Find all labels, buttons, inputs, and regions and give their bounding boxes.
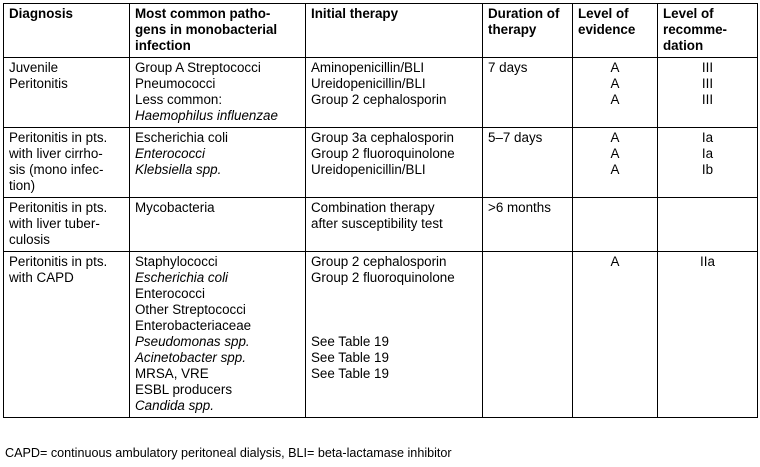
pathogens-cell: Staphylococci Escherichia coli Enterococci Other Streptococci Enterobacteriaceae Pseudomonas spp. Acinetobacter spp. MRSA, VRE ESBL producers Candida spp. — [130, 252, 306, 418]
therapy-cell: Aminopenicillin/BLI Ureidopenicillin/BLI Group 2 cephalosporin — [306, 58, 483, 128]
table-row — [4, 252, 758, 418]
header-therapy: Initial therapy — [306, 4, 483, 58]
duration-cell — [483, 252, 573, 418]
evidence-cell: A — [573, 252, 658, 418]
diagnosis-cell: Peritonitis in pts. with CAPD — [4, 252, 130, 418]
table-row — [4, 128, 758, 198]
pathogens-cell: Group A Streptococci Pneumococci Less common: Haemophilus influenzae — [130, 58, 306, 128]
recommendation-cell: Ia Ia Ib — [658, 128, 758, 198]
spacer — [311, 286, 477, 334]
table-reference: See Table 19 — [311, 350, 389, 365]
diagnosis-cell: Peritonitis in pts. with liver tuber- culosis — [4, 198, 130, 252]
evidence-cell: A A A — [573, 58, 658, 128]
header-row — [4, 4, 758, 58]
therapy-table — [3, 3, 758, 418]
diagnosis-cell: Peritonitis in pts. with liver cirrho- sis (mono infec- tion) — [4, 128, 130, 198]
header-diagnosis: Diagnosis — [4, 4, 130, 58]
pathogens-cell: Escherichia coli Enterococci Klebsiella spp. — [130, 128, 306, 198]
duration-cell: >6 months — [483, 198, 573, 252]
table-reference: See Table 19 — [311, 334, 389, 349]
table-reference: See Table 19 — [311, 366, 389, 381]
duration-cell: 7 days — [483, 58, 573, 128]
recommendation-cell — [658, 198, 758, 252]
table-row — [4, 198, 758, 252]
header-evidence: Level of evidence — [573, 4, 658, 58]
recommendation-cell: IIa — [658, 252, 758, 418]
recommendation-cell: III III III — [658, 58, 758, 128]
evidence-cell — [573, 198, 658, 252]
table-row — [4, 58, 758, 128]
therapy-cell: Combination therapy after susceptibility test — [306, 198, 483, 252]
table-footnote: CAPD= continuous ambulatory peritoneal dialysis, BLI= beta-lactamase inhibitor — [5, 446, 452, 460]
header-duration: Duration of therapy — [483, 4, 573, 58]
pathogens-cell: Mycobacteria — [130, 198, 306, 252]
header-recommendation: Level of recomme- dation — [658, 4, 758, 58]
header-pathogens: Most common patho- gens in monobacterial infection — [130, 4, 306, 58]
therapy-cell: Group 3a cephalosporin Group 2 fluoroquinolone Ureidopenicillin/BLI — [306, 128, 483, 198]
diagnosis-cell: Juvenile Peritonitis — [4, 58, 130, 128]
duration-cell: 5–7 days — [483, 128, 573, 198]
therapy-cell: Group 2 cephalosporin Group 2 fluoroquinolone See Table 19 See Table 19 See Table 19 — [306, 252, 483, 418]
evidence-cell: A A A — [573, 128, 658, 198]
